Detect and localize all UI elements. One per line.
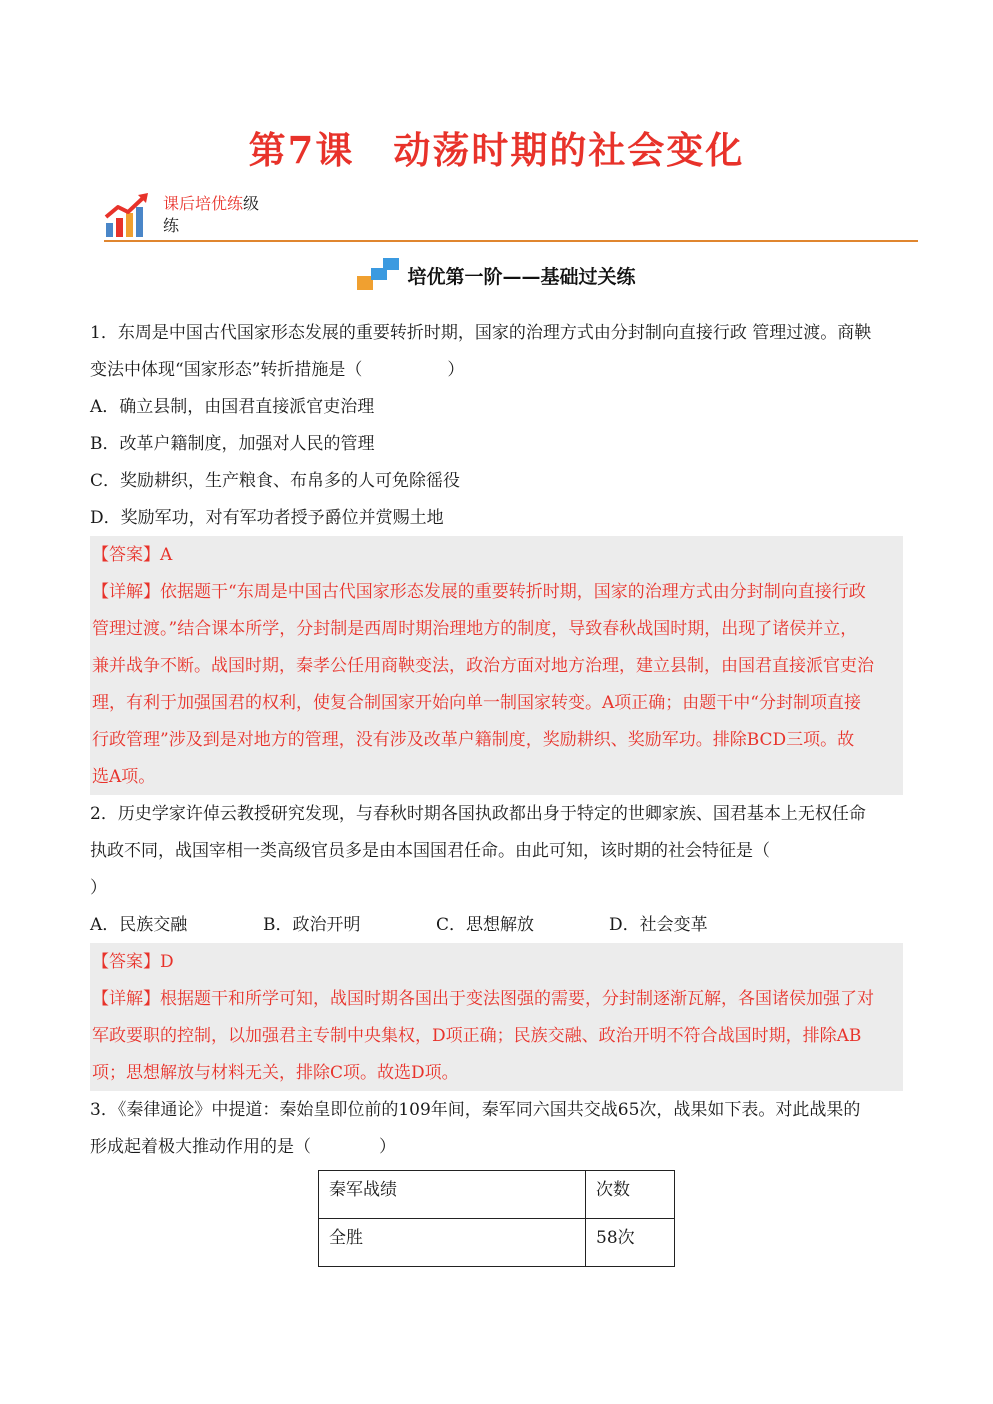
table-cell: 58次	[586, 1219, 675, 1267]
explanation-line: 选A项。	[92, 767, 156, 787]
explanation-line: 管理过渡。”结合课本所学，分封制是西周时期治理地方的制度，导致春秋战国时期，出现了诸侯并立，	[92, 619, 858, 639]
question-stem-line: 执政不同，战国宰相一类高级官员多是由本国国君任命。由此可知，该时期的社会特征是（	[90, 841, 770, 861]
table-header-cell: 秦军战绩	[319, 1171, 586, 1219]
option-a: A．民族交融	[90, 915, 188, 935]
question-1	[90, 314, 903, 795]
answer-block	[90, 943, 903, 1091]
page-title: 第7课 动荡时期的社会变化	[248, 128, 745, 172]
option-b: B．改革户籍制度，加强对人民的管理	[90, 434, 375, 454]
header-label	[163, 193, 273, 237]
header-label-suffix: 级	[243, 194, 260, 213]
explanation-line: 兼并战争不断。战国时期，秦孝公任用商鞅变法，政治方面对地方治理，建立县制，由国君直接派官吏治	[92, 656, 874, 676]
header-label-red: 课后培优练	[163, 194, 244, 213]
question-stem-line: 1．东周是中国古代国家形态发展的重要转折时期，国家的治理方式由分封制向直接行政 管理过渡。商鞅	[90, 323, 872, 343]
battle-record-table	[318, 1170, 675, 1267]
header-label-line2: 练	[163, 216, 180, 235]
question-2	[90, 795, 903, 1091]
steps-icon	[357, 258, 401, 292]
question-stem-line: 3．《秦律通论》中提道：秦始皇即位前的109年间，秦军同六国共交战65次，战果如下表。对此战果的	[90, 1100, 861, 1120]
question-stem-line: ）	[90, 878, 107, 898]
question-3	[90, 1091, 903, 1267]
explanation-line: 项；思想解放与材料无关，排除C项。故选D项。	[92, 1063, 459, 1083]
table-header-cell: 次数	[586, 1171, 675, 1219]
question-stem-line: 2．历史学家许倬云教授研究发现，与春秋时期各国执政都出身于特定的世卿家族、国君基本上无权任命	[90, 804, 866, 824]
option-c: C．思想解放	[436, 915, 535, 935]
answer-block	[90, 536, 903, 795]
explanation-line: 【详解】依据题干“东周是中国古代国家形态发展的重要转折时期，国家的治理方式由分封制向直接行政	[92, 582, 866, 602]
growth-chart-icon	[104, 193, 154, 239]
option-c: C．奖励耕织，生产粮食、布帛多的人可免除徭役	[90, 471, 461, 491]
option-b: B．政治开明	[263, 915, 361, 935]
question-stem-line: 形成起着极大推动作用的是（ ）	[90, 1137, 396, 1157]
answer-text: 【答案】D	[92, 952, 174, 972]
stage-title: 培优第一阶——基础过关练	[407, 265, 636, 288]
question-list	[90, 314, 903, 1267]
option-d: D．社会变革	[609, 915, 708, 935]
question-stem-line: 变法中体现“国家形态”转折措施是（ ）	[90, 360, 465, 380]
stage-heading	[0, 258, 993, 292]
option-row	[90, 906, 903, 943]
answer-text: 【答案】A	[92, 545, 173, 565]
option-a: A．确立县制，由国君直接派官吏治理	[90, 397, 375, 417]
header-divider	[104, 240, 918, 242]
explanation-line: 理，有利于加强国君的权利，使复合制国家开始向单一制国家转变。A项正确；由题干中“分封制项直接	[92, 693, 861, 713]
table-row	[319, 1219, 675, 1267]
explanation-line: 【详解】根据题干和所学可知，战国时期各国出于变法图强的需要，分封制逐渐瓦解，各国诸侯加强了对	[92, 989, 874, 1009]
table-cell: 全胜	[319, 1219, 586, 1267]
explanation-line: 行政管理”涉及到是对地方的管理，没有涉及改革户籍制度，奖励耕织、奖励军功。排除BCD三项。故	[92, 730, 855, 750]
explanation-line: 军政要职的控制，以加强君主专制中央集权，D项正确；民族交融、政治开明不符合战国时期，排除AB	[92, 1026, 862, 1046]
option-d: D．奖励军功，对有军功者授予爵位并赏赐土地	[90, 508, 444, 528]
table-header-row	[319, 1171, 675, 1219]
